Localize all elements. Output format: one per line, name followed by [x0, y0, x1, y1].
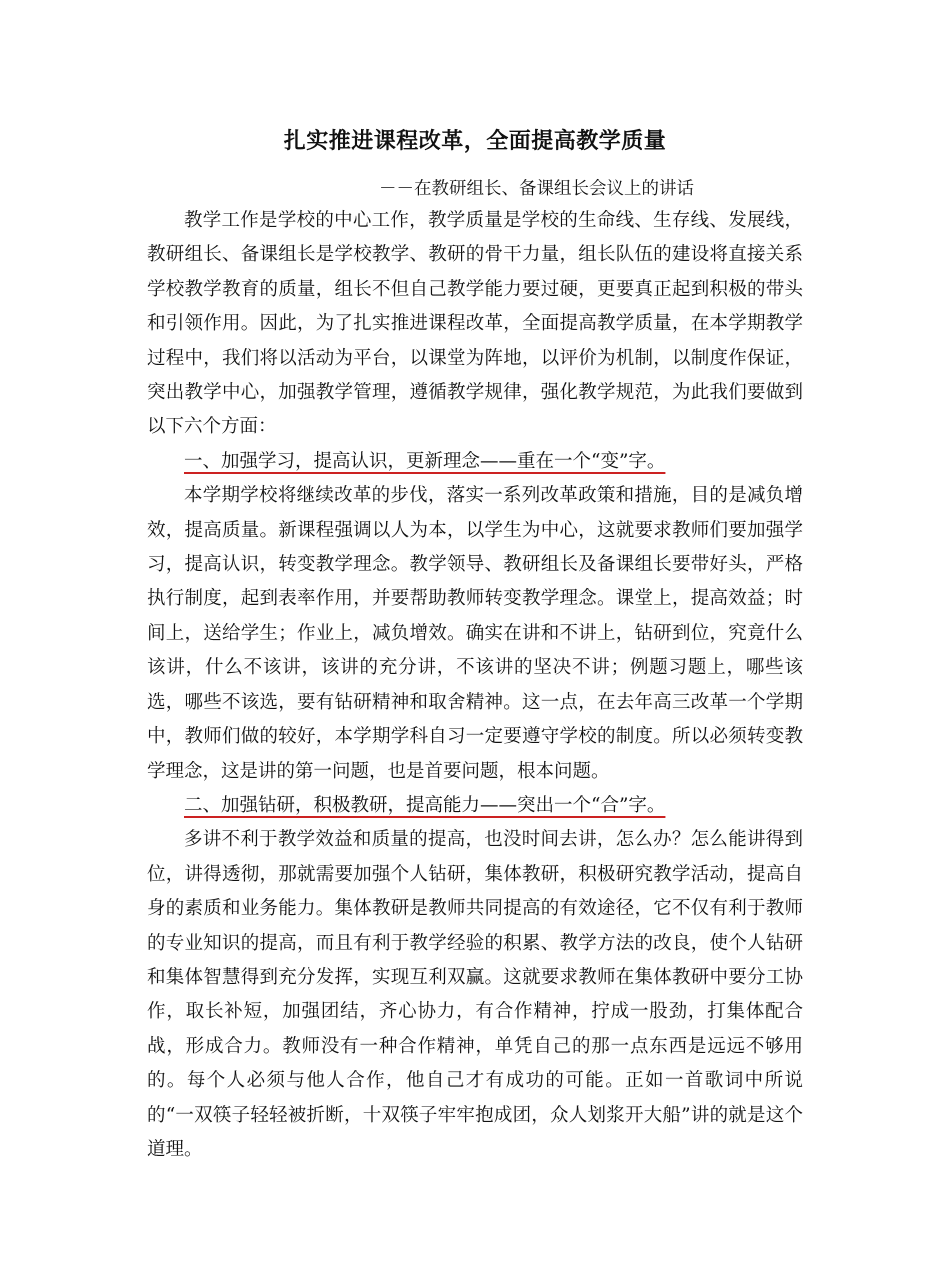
document-subtitle: －－在教研组长、备课组长会议上的讲话 [379, 179, 694, 199]
document-content [147, 122, 803, 1167]
section-body-2: 多讲不利于教学效益和质量的提高，也没时间去讲，怎么办？怎么能讲得到位，讲得透彻，那就需要加强个人钻研，集体教研，积极研究教学活动，提高自身的素质和业务能力。集体教研是教师共同提高的有效途径，它不仅有利于教师的专业知识的提高，而且有利于教学经验的积累、教学方法的改良，使个人钻研和集体智慧得到充分发挥，实现互利双赢。这就要求教师在集体教研中要分工协作，取长补短，加强团结，齐心协力，有合作精神，拧成一股劲，打集体配合战，形成合力。教师没有一种合作精神，单凭自己的那一点东西是远远不够用的。每个人必须与他人合作，他自己才有成功的可能。正如一首歌词中所说的“一双筷子轻轻被折断，十双筷子牢牢抱成团，众人划浆开大船”讲的就是这个道理。 [147, 829, 803, 1160]
section-heading-2 [147, 789, 803, 823]
section-heading-1 [147, 445, 803, 479]
intro-paragraph: 教学工作是学校的中心工作，教学质量是学校的生命线、生存线、发展线，教研组长、备课组长是学校教学、教研的骨干力量，组长队伍的建设将直接关系学校教学教育的质量，组长不但自己教学能力要过硬，更要真正起到积极的带头和引领作用。因此，为了扎实推进课程改革，全面提高教学质量，在本学期教学过程中，我们将以活动为平台，以课堂为阵地，以评价为机制，以制度作保证，突出教学中心，加强教学管理，遵循教学规律，强化教学规范，为此我们要做到以下六个方面： [147, 210, 803, 438]
section-heading-1-text: 一、加强学习，提高认识，更新理念——重在一个“变”字。 [184, 450, 666, 472]
section-heading-2-text: 二、加强钻研，积极教研，提高能力——突出一个“合”字。 [184, 794, 666, 816]
document-title: 扎实推进课程改革，全面提高教学质量 [283, 129, 667, 154]
section-body-1: 本学期学校将继续改革的步伐，落实一系列改革政策和措施，目的是减负增效，提高质量。新课程强调以人为本，以学生为中心，这就要求教师们要加强学习，提高认识，转变教学理念。教学领导、教研组长及备课组长要带好头，严格执行制度，起到表率作用，并要帮助教师转变教学理念。课堂上，提高效益；时间上，送给学生；作业上，减负增效。确实在讲和不讲上，钻研到位，究竟什么该讲，什么不该讲，该讲的充分讲，不该讲的坚决不讲；例题习题上，哪些该选，哪些不该选，要有钻研精神和取舍精神。这一点，在去年高三改革一个学期中，教师们做的较好，本学期学科自习一定要遵守学校的制度。所以必须转变教学理念，这是讲的第一问题，也是首要问题，根本问题。 [147, 485, 803, 782]
